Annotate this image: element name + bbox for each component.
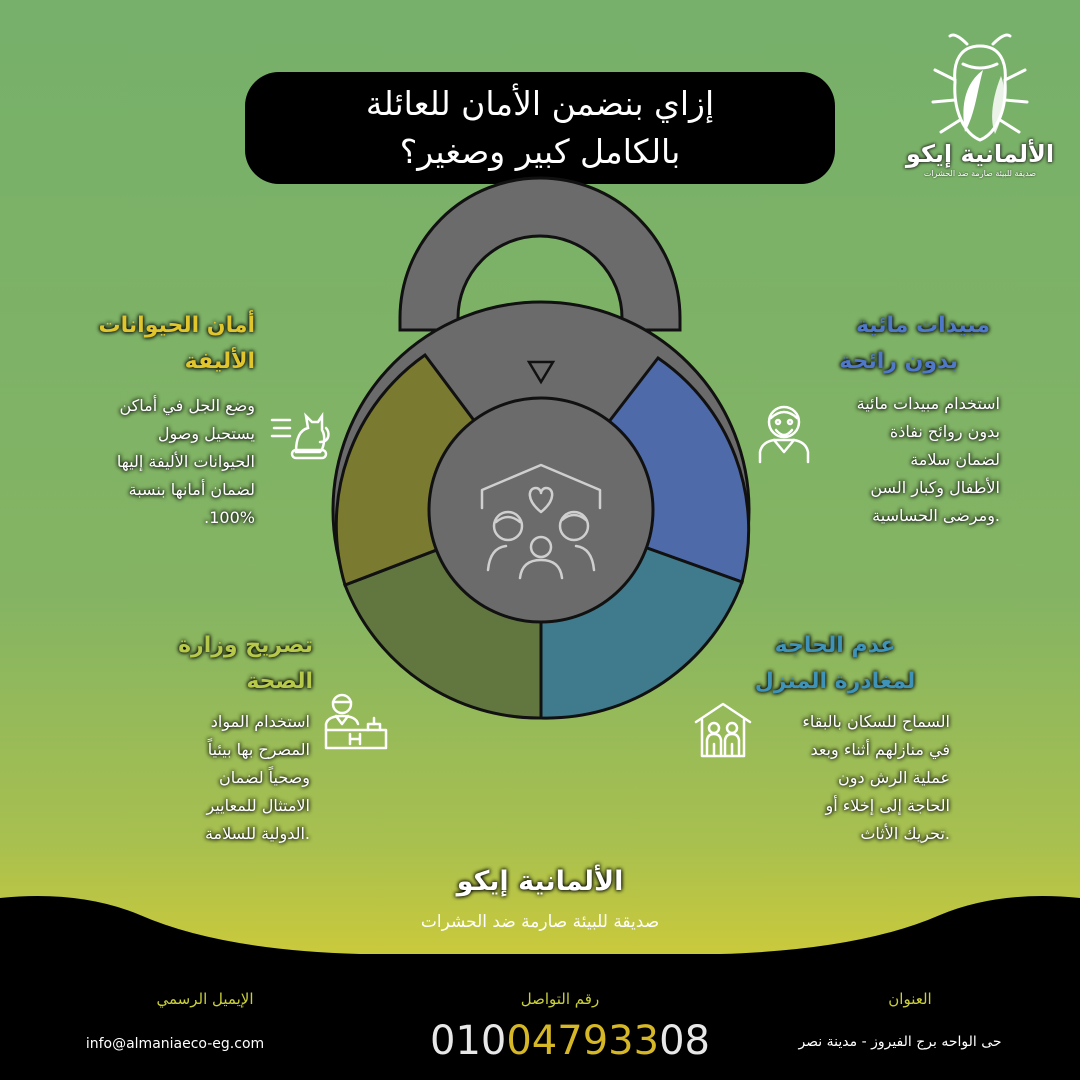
address-value: حى الواحه برج الفيروز - مدينة نصر <box>798 1034 1002 1050</box>
footer-brand-name: الألمانية إيكو <box>456 866 624 897</box>
pets-body-line: لضمان أمانها بنسبة <box>128 480 255 499</box>
health-body-line: وصحياً لضمان <box>218 768 310 787</box>
water-body-line: .ومرضى الحساسية <box>872 506 1000 525</box>
phone-number[interactable] <box>430 1018 710 1064</box>
phone-label: رقم التواصل <box>520 990 600 1008</box>
health-body-line: .الدولية للسلامة <box>204 824 310 843</box>
elderly-person-icon <box>754 400 814 466</box>
water-body-line: الأطفال وكبار السن <box>870 478 1000 497</box>
health-heading-line-2: الصحة <box>246 669 313 694</box>
pet-cat-icon <box>268 402 334 462</box>
pets-body-line: 100%. <box>204 508 255 527</box>
water-body-line: بدون روائح نفاذة <box>889 422 1000 441</box>
logo-tagline: صديقة للبيئة صارمة ضد الحشرات <box>923 169 1037 178</box>
health-body <box>160 708 310 848</box>
title-line-1: إزاي بنضمن الأمان للعائلة <box>365 84 715 123</box>
footer-brand-tagline: صديقة للبيئة صارمة ضد الحشرات <box>420 912 660 932</box>
stay-body-line: في منازلهم أثناء وبعد <box>810 740 950 759</box>
doctor-hospital-icon <box>320 690 390 752</box>
health-body-line: استخدام المواد <box>210 712 310 731</box>
water-heading <box>815 308 990 380</box>
water-heading-line-2: بدون رائحة <box>839 349 958 374</box>
email-value[interactable]: info@almaniaeco-eg.com <box>85 1036 265 1052</box>
stay-heading <box>740 628 930 700</box>
stay-body-line: عملية الرش دون <box>838 768 950 787</box>
pets-heading-line-2: الأليفة <box>184 349 255 374</box>
email-label: الإيميل الرسمي <box>156 990 254 1008</box>
stay-heading-line-2: لمغادرة المنزل <box>754 669 916 694</box>
stay-body-line: .تحريك الأثاث <box>860 824 950 843</box>
pets-body <box>80 392 255 532</box>
phone-part-1: 010 <box>430 1018 507 1064</box>
pets-heading-line-1: أمان الحيوانات <box>98 313 255 338</box>
pets-body-line: وضع الجل في أماكن <box>119 396 255 415</box>
padlock-center <box>429 398 653 622</box>
water-body-line: لضمان سلامة <box>910 450 1000 469</box>
water-heading-line-1: مبيدات مائية <box>855 313 990 338</box>
phone-part-2: 047933 <box>506 1018 660 1064</box>
health-body-line: المصرح بها بيئياً <box>207 740 310 759</box>
pets-body-line: يستحيل وصول <box>157 424 255 443</box>
health-heading-line-1: تصريح وزارة <box>178 633 313 658</box>
logo-name: الألمانية إيكو <box>905 140 1055 168</box>
pets-body-line: الحيوانات الأليفة إليها <box>116 452 255 471</box>
stay-body-line: الحاجة إلى إخلاء أو <box>825 796 950 815</box>
health-heading <box>135 628 313 700</box>
water-body <box>815 390 1000 530</box>
stay-heading-line-1: عدم الحاجة <box>774 633 896 658</box>
family-house-icon <box>692 700 754 760</box>
address-label: العنوان <box>888 990 932 1008</box>
stay-body-line: السماح للسكان بالبقاء <box>802 712 950 731</box>
phone-part-3: 08 <box>659 1018 710 1064</box>
water-body-line: استخدام مبيدات مائية <box>856 394 1000 413</box>
stay-body <box>765 708 950 848</box>
title-line-2: بالكامل كبير وصغير؟ <box>399 132 681 171</box>
health-body-line: الامتثال للمعايير <box>206 796 310 815</box>
pets-heading <box>80 308 255 380</box>
